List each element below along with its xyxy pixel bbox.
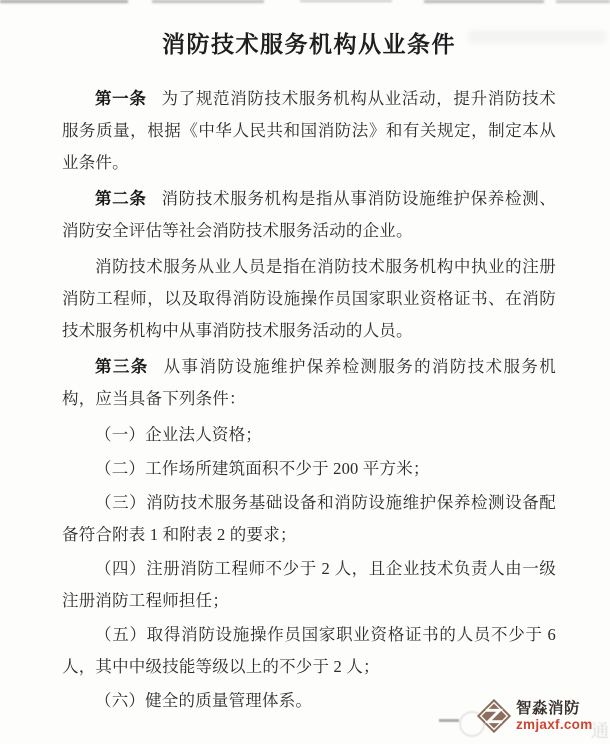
article-1-label: 第一条	[95, 90, 147, 108]
scan-artifact	[424, 0, 544, 3]
scan-ghost-dash	[439, 719, 459, 722]
brand-text-block	[516, 701, 593, 732]
article-1-text: 为了规范消防技术服务机构从业活动，提升消防技术服务质量，根据《中华人民共和国消防法》和有关规定，制定本从业条件。	[62, 89, 556, 172]
brand-watermark	[457, 695, 607, 741]
brand-name: 智淼消防	[516, 699, 581, 717]
article-3-label: 第三条	[95, 358, 149, 376]
article-2-paragraph	[62, 183, 556, 247]
article-2-text: 消防技术服务机构是指从事消防设施维护保养检测、消防安全评估等社会消防技术服务活动的企业。	[62, 189, 556, 240]
article-2-continuation-paragraph: 消防技术服务从业人员是指在消防技术服务机构中执业的注册消防工程师，以及取得消防设施操作员国家职业资格证书、在消防技术服务机构中从事消防技术服务活动的人员。	[62, 257, 556, 340]
article-1-paragraph	[62, 83, 556, 179]
scan-artifact	[0, 0, 128, 3]
scan-artifact	[152, 0, 264, 3]
brand-url: zmjaxf.com	[516, 717, 593, 732]
condition-item-2: （二）工作场所建筑面积不少于 200 平方米；	[95, 459, 430, 478]
condition-item-1: （一）企业法人资格；	[95, 425, 262, 444]
document-title: 消防技术服务机构从业条件	[162, 31, 456, 57]
condition-item-6: （六）健全的质量管理体系。	[95, 691, 313, 710]
zhimiao-diamond-logo-icon	[475, 697, 513, 735]
article-3-text: 从事消防设施维护保养检测服务的消防技术服务机构，应当具备下列条件：	[62, 357, 556, 408]
scan-ghost-smudge	[468, 30, 606, 44]
scan-artifact	[556, 0, 610, 3]
article-2-label: 第二条	[95, 190, 147, 208]
brand-logo-row	[475, 697, 593, 735]
article-3-paragraph	[62, 351, 556, 415]
scan-artifact	[300, 0, 392, 2]
condition-item-5: （五）取得消防设施操作员国家职业资格证书的人员不少于 6 人，其中中级技能等级以上的不少于 2 人；	[62, 625, 556, 676]
condition-item-3: （三）消防技术服务基础设备和消防设施维护保养检测设备配备符合附表 1 和附表 2 的要求；	[62, 493, 556, 544]
scan-ghost-character: 通	[591, 721, 609, 741]
condition-item-4: （四）注册消防工程师不少于 2 人，且企业技术负责人由一级注册消防工程师担任；	[62, 559, 556, 610]
